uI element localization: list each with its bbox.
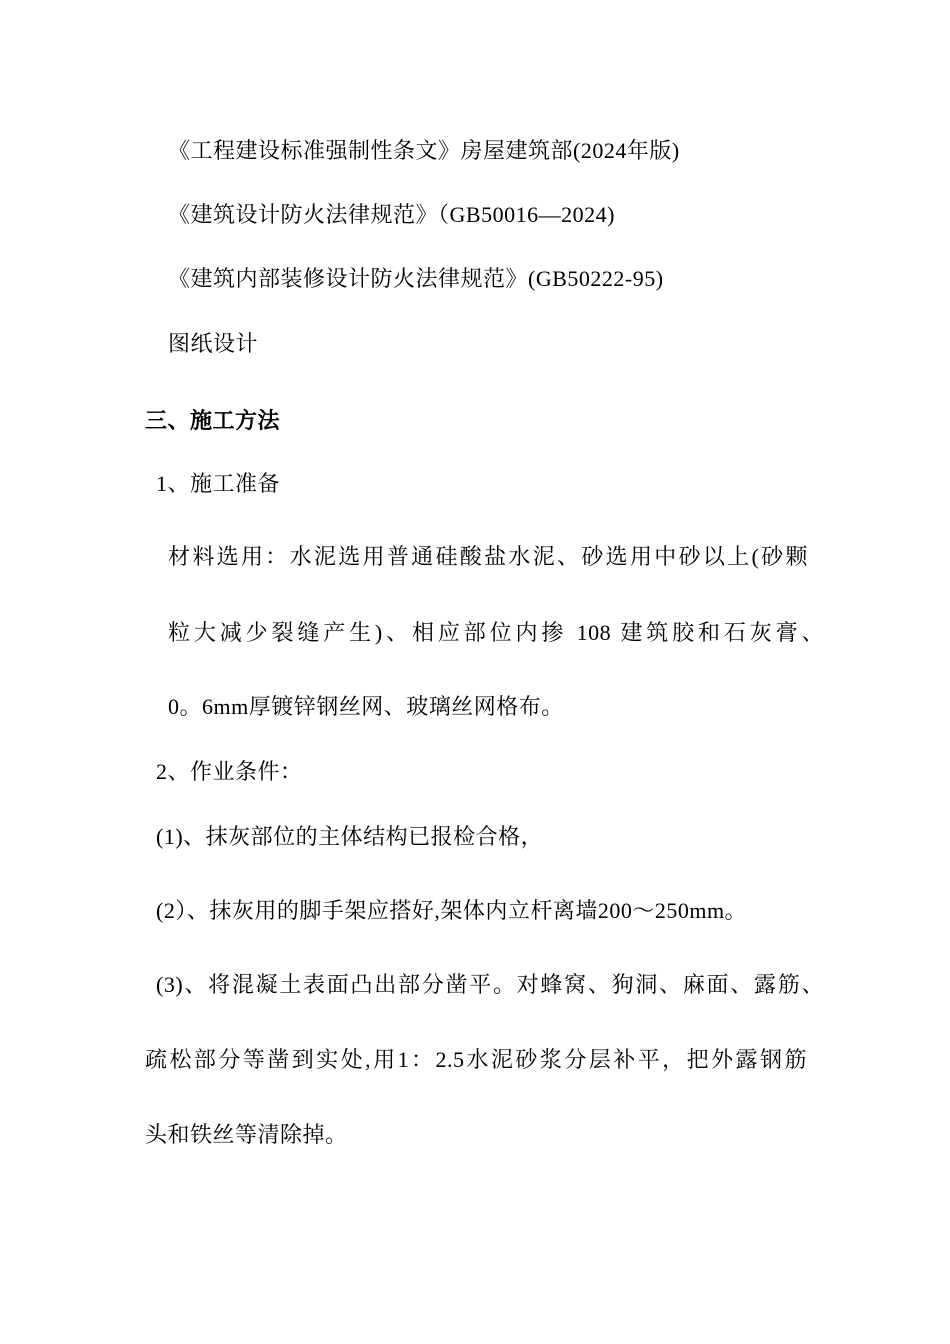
paragraph-line: 粒大减少裂缝产生)、相应部位内掺 108 建筑胶和石灰膏、: [168, 620, 824, 645]
paragraph-line: 0。6mm厚镀锌钢丝网、玻璃丝网格布。: [168, 694, 564, 719]
condition-line: (3)、将混凝土表面凸出部分凿平。对蜂窝、狗洞、麻面、露筋、: [156, 972, 824, 997]
reference-line: 图纸设计: [168, 331, 259, 356]
condition-line: 疏松部分等凿到实处,用1：2.5水泥砂浆分层补平，把外露钢筋: [145, 1047, 807, 1072]
paragraph-line: 材料选用：水泥选用普通硅酸盐水泥、砂选用中砂以上(砂颗: [168, 544, 808, 569]
subsection-heading: 1、施工准备: [156, 471, 281, 496]
section-heading: 三、施工方法: [145, 408, 281, 433]
reference-line: 《建筑设计防火法律规范》（GB50016—2024): [168, 202, 615, 227]
reference-line: 《建筑内部装修设计防火法律规范》(GB50222-95): [168, 266, 664, 291]
reference-line: 《工程建设标准强制性条文》房屋建筑部(2024年版): [168, 138, 680, 163]
condition-line: (1)、抹灰部位的主体结构已报检合格，: [156, 824, 544, 849]
condition-line: (2）、抹灰用的脚手架应搭好,架体内立杆离墙200～250mm。: [156, 898, 748, 923]
condition-line: 头和铁丝等清除掉。: [145, 1122, 348, 1147]
subsection-heading: 2、作业条件：: [156, 759, 303, 784]
